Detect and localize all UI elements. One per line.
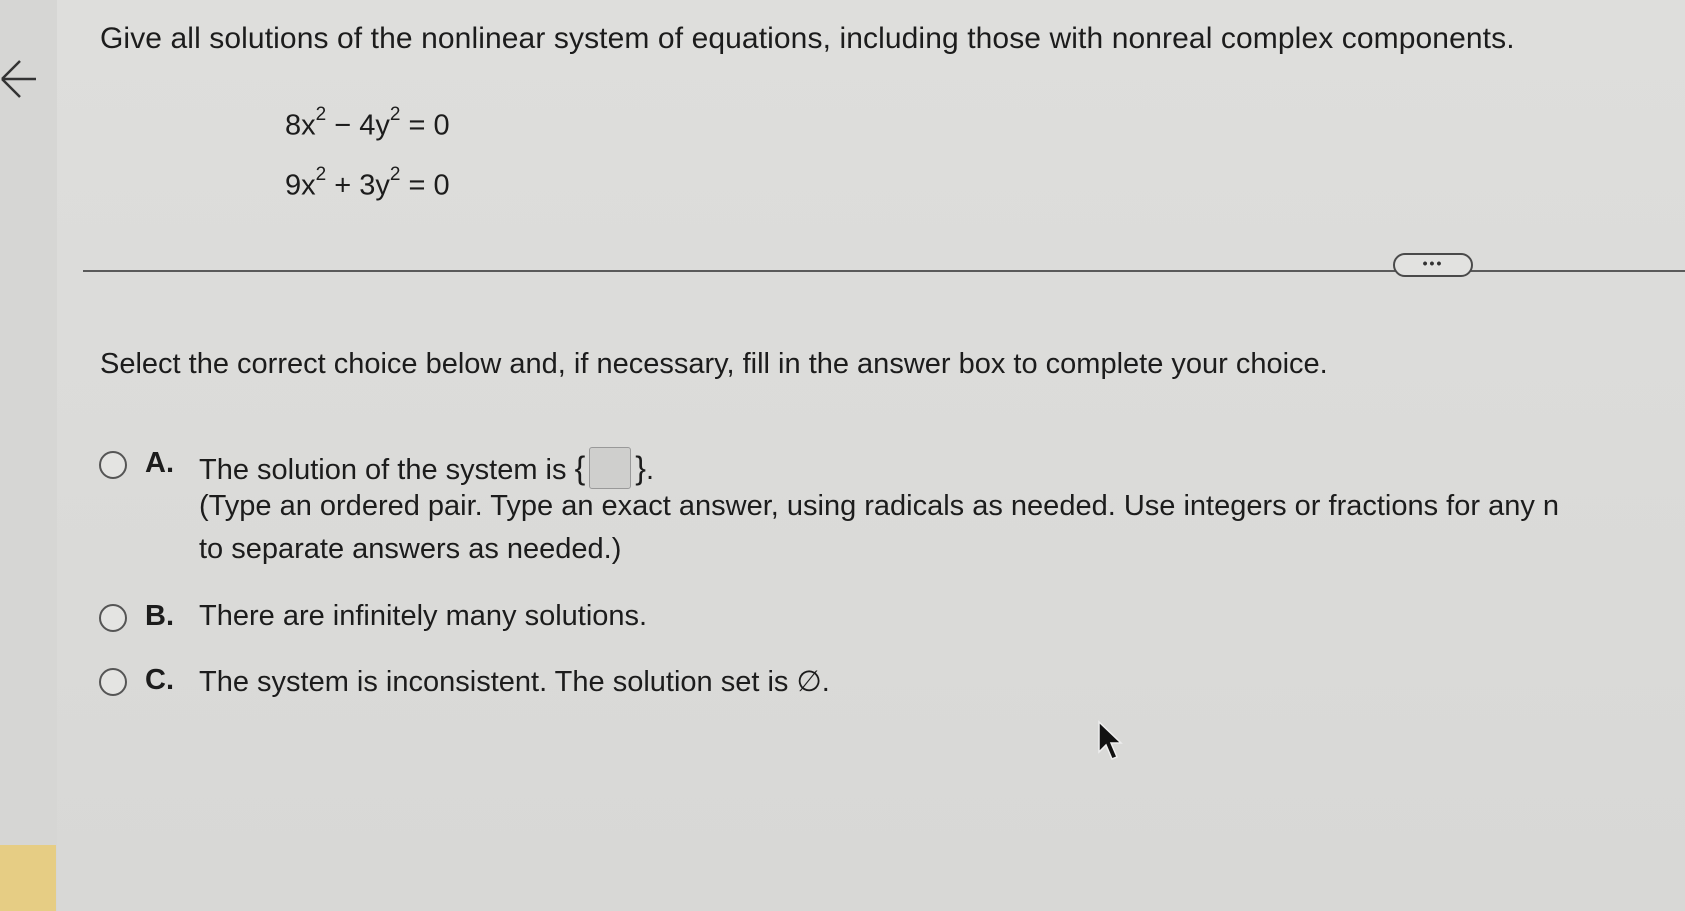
brace-close: } xyxy=(635,450,646,486)
instruction-text: Select the correct choice below and, if necessary, fill in the answer box to complete your choice. xyxy=(100,348,1328,380)
equation-2 xyxy=(285,164,450,203)
eq2-term-y: + 3y xyxy=(326,169,390,202)
eq1-rhs: = 0 xyxy=(400,109,450,142)
option-a-text xyxy=(199,447,654,489)
mouse-pointer-icon xyxy=(1097,720,1127,762)
equation-1 xyxy=(285,104,450,143)
option-a-period: . xyxy=(645,454,654,486)
question-panel xyxy=(57,0,1685,911)
eq2-term-x: 9x xyxy=(285,169,316,202)
more-button[interactable]: ••• xyxy=(1393,253,1473,277)
option-a-note-line2: to separate answers as needed.) xyxy=(199,533,622,565)
eq1-term-y: − 4y xyxy=(326,109,390,142)
eq2-exponent-x: 2 xyxy=(315,164,327,185)
option-c-letter: C. xyxy=(145,664,174,696)
option-b-letter: B. xyxy=(145,600,174,632)
question-text: Give all solutions of the nonlinear system of equations, including those with nonreal complex components. xyxy=(100,22,1515,55)
eq2-rhs: = 0 xyxy=(400,169,450,202)
option-a-letter: A. xyxy=(145,447,174,479)
rail-highlight xyxy=(0,845,56,911)
radio-option-b[interactable] xyxy=(99,604,127,632)
eq1-term-x: 8x xyxy=(285,109,316,142)
option-a-label: The solution of the system is xyxy=(199,454,575,486)
eq1-exponent-x: 2 xyxy=(315,104,327,125)
radio-option-c[interactable] xyxy=(99,668,127,696)
left-rail xyxy=(0,0,58,911)
brace-open: { xyxy=(574,450,586,486)
answer-input-box[interactable] xyxy=(589,447,631,489)
back-arrow-icon[interactable] xyxy=(0,55,40,103)
eq2-exponent-y: 2 xyxy=(389,164,401,185)
radio-option-a[interactable] xyxy=(99,451,127,479)
eq1-exponent-y: 2 xyxy=(389,104,401,125)
option-b-text: There are infinitely many solutions. xyxy=(199,600,648,632)
option-c-text: The system is inconsistent. The solution set is ∅. xyxy=(199,666,830,698)
option-a-note-line1: (Type an ordered pair. Type an exact answer, using radicals as needed. Use integers or fractions for any n xyxy=(199,490,1560,522)
